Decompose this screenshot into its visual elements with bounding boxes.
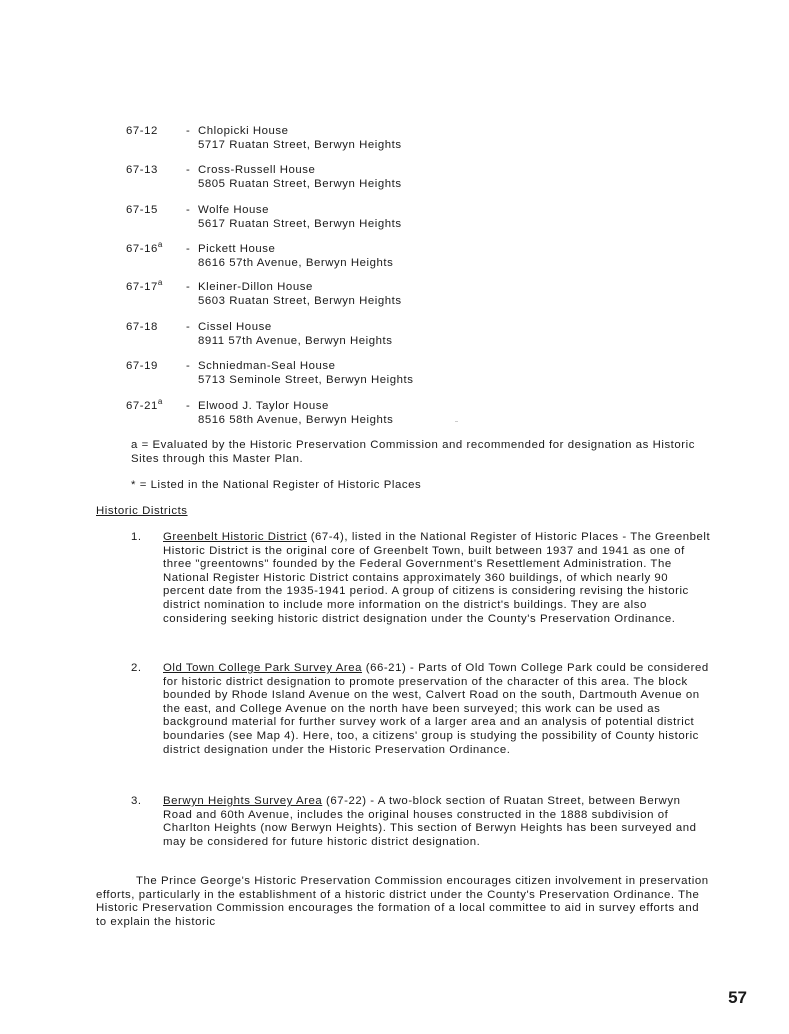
item-body: (67-22) - A two-block section of Ruatan Street, between Berwyn Road and 60th Avenue, includes the original houses constructed in the 1888 subdivision of Charlton Heights (now Berwyn Heights). This section of Berwyn Heights has been surveyed and may be considered for future historic district designation. bbox=[163, 795, 697, 848]
site-number: 67-13 bbox=[126, 164, 158, 176]
site-name: Pickett House bbox=[198, 243, 276, 255]
closing-paragraph bbox=[96, 875, 711, 929]
dash: - bbox=[186, 243, 191, 255]
site-address: 8616 57th Avenue, Berwyn Heights bbox=[198, 257, 394, 269]
dash: - bbox=[186, 321, 191, 333]
site-name: Kleiner-Dillon House bbox=[198, 281, 313, 293]
site-address: 5713 Seminole Street, Berwyn Heights bbox=[198, 374, 414, 386]
item-text bbox=[163, 662, 711, 757]
site-name: Cissel House bbox=[198, 321, 272, 333]
site-address: 5805 Ruatan Street, Berwyn Heights bbox=[198, 178, 402, 190]
item-number: 3. bbox=[131, 795, 142, 807]
site-address: 5717 Ruatan Street, Berwyn Heights bbox=[198, 139, 402, 151]
site-number: 67-21$^a$ bbox=[126, 397, 163, 412]
scan-speck bbox=[455, 421, 458, 422]
site-name: Elwood J. Taylor House bbox=[198, 400, 329, 412]
item-title: Greenbelt Historic District bbox=[163, 531, 307, 543]
item-title: Berwyn Heights Survey Area bbox=[163, 795, 323, 807]
site-address: 5603 Ruatan Street, Berwyn Heights bbox=[198, 295, 402, 307]
dash: - bbox=[186, 400, 191, 412]
site-address: 5617 Ruatan Street, Berwyn Heights bbox=[198, 218, 402, 230]
item-number: 1. bbox=[131, 531, 142, 543]
site-number: 67-12 bbox=[126, 125, 158, 137]
item-text bbox=[163, 795, 711, 849]
site-number: 67-18 bbox=[126, 321, 158, 333]
site-name: Cross-Russell House bbox=[198, 164, 316, 176]
site-address: 8911 57th Avenue, Berwyn Heights bbox=[198, 335, 393, 347]
site-name: Chlopicki House bbox=[198, 125, 289, 137]
item-number: 2. bbox=[131, 662, 142, 674]
site-number: 67-15 bbox=[126, 204, 158, 216]
footnote-a: a = Evaluated by the Historic Preservation Commission and recommended for designation as Historic Sites through this Master Plan. bbox=[131, 439, 695, 465]
site-number: 67-16$^a$ bbox=[126, 240, 163, 255]
item-text bbox=[163, 531, 711, 626]
dash: - bbox=[186, 360, 191, 372]
site-name: Wolfe House bbox=[198, 204, 270, 216]
dash: - bbox=[186, 281, 191, 293]
closing-text: The Prince George's Historic Preservation Commission encourages citizen involvement in preservation efforts, particularly in the establishment of a historic district under the County's Preservation Ordinance. The Historic Preservation Commission encourages the formation of a local committee to aid in survey efforts and to explain the historic bbox=[96, 875, 709, 928]
site-number: 67-19 bbox=[126, 360, 158, 372]
item-title: Old Town College Park Survey Area bbox=[163, 662, 363, 674]
dash: - bbox=[186, 204, 191, 216]
footnote-star: * = Listed in the National Register of Historic Places bbox=[131, 479, 422, 491]
item-body: (66-21) - Parts of Old Town College Park could be considered for historic district designation to promote preservation of the character of this area. The block bounded by Rhode Island Avenue on the west, Calvert Road on the south, Dartmouth Avenue on the east, and College Avenue on the north have been surveyed; this work can be used as background material for further survey work of a larger area and an analysis of potential district boundaries (see Map 4). Here, too, a citizens' group is studying the possibility of County historic district designation under the Historic Preservation Ordinance. bbox=[163, 662, 709, 756]
site-name: Schniedman-Seal House bbox=[198, 360, 336, 372]
page-number: 57 bbox=[728, 988, 747, 1007]
site-number: 67-17$^a$ bbox=[126, 278, 163, 293]
site-address: 8516 58th Avenue, Berwyn Heights bbox=[198, 414, 394, 426]
section-heading: Historic Districts bbox=[96, 505, 188, 517]
item-body: (67-4), listed in the National Register of Historic Places - The Greenbelt Historic District is the original core of Greenbelt Town, built between 1937 and 1941 as one of three "greentowns" founded by the Federal Government's Resettlement Administration. The National Register Historic District contains approximately 360 buildings, of which nearly 90 percent date from the 1935-1941 period. A group of citizens is considering revising the historic district nomination to include more information on the district's buildings. They are also considering seeking historic district designation under the County's Preservation Ordinance. bbox=[163, 531, 711, 625]
dash: - bbox=[186, 125, 191, 137]
dash: - bbox=[186, 164, 191, 176]
